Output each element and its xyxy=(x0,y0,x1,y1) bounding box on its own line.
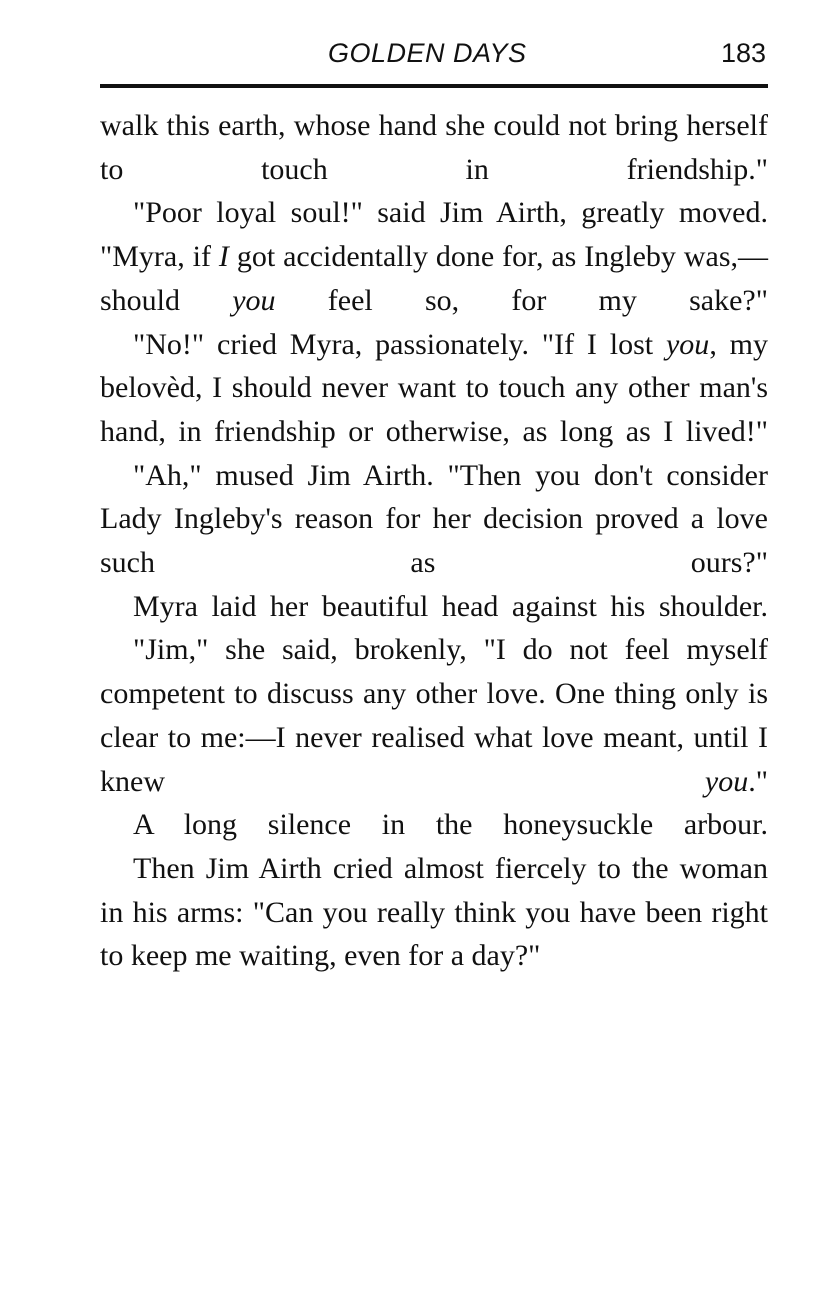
paragraph-long-silence xyxy=(100,803,768,847)
paragraph-ah-mused xyxy=(100,454,768,585)
emphasis-run: I xyxy=(218,240,229,274)
text-run: A long silence in the honeysuckle arbour. xyxy=(133,808,768,842)
emphasis-run: you xyxy=(665,327,710,361)
paragraph-then-jim-airth xyxy=(100,847,768,978)
text-run: ." xyxy=(748,764,768,798)
paragraph-myra-laid-head xyxy=(100,585,768,629)
text-run: "Ah," mused Jim Airth. "Then you don't consider Lady Ingleby's reason for her decision proved a love such as ours?" xyxy=(100,458,768,580)
text-run: Then Jim Airth cried almost fiercely to the woman in his arms: "Can you really think you have been right to keep me waiting, even for a day?" xyxy=(100,851,768,973)
paragraph-no-cried-myra xyxy=(100,323,768,454)
header-rule xyxy=(100,84,768,88)
body-text xyxy=(100,104,768,978)
paragraph-poor-loyal-soul xyxy=(100,191,768,322)
page-number: 183 xyxy=(720,38,766,68)
text-run: "No!" cried Myra, passionately. "If I lost xyxy=(133,327,666,361)
text-run: walk this earth, whose hand she could not bring herself to touch in friendship." xyxy=(100,109,768,186)
text-run: feel so, for my sake?" xyxy=(275,283,768,317)
paragraph-continuation xyxy=(100,104,768,191)
text-run: , my belovèd, I should never want to touch any other man's hand, in friendship or otherwise, as long as I lived!" xyxy=(100,327,769,448)
text-run: "Jim," she said, brokenly, "I do not feel myself competent to discuss any other love. One thing only is clear to me:—I never realised what love meant, until I knew xyxy=(100,633,768,798)
running-title: GOLDEN DAYS xyxy=(328,38,527,68)
paragraph-jim-she-said xyxy=(100,628,768,803)
emphasis-run: you xyxy=(704,764,749,798)
text-run: Myra laid her beautiful head against his shoulder. xyxy=(133,589,768,623)
running-head xyxy=(100,36,768,76)
text-run: got accidentally done for, as Ingleby was,—should xyxy=(100,240,768,317)
text-run: "Poor loyal soul!" said Jim Airth, greatly moved. "Myra, if xyxy=(100,196,768,274)
emphasis-run: you xyxy=(232,283,276,317)
